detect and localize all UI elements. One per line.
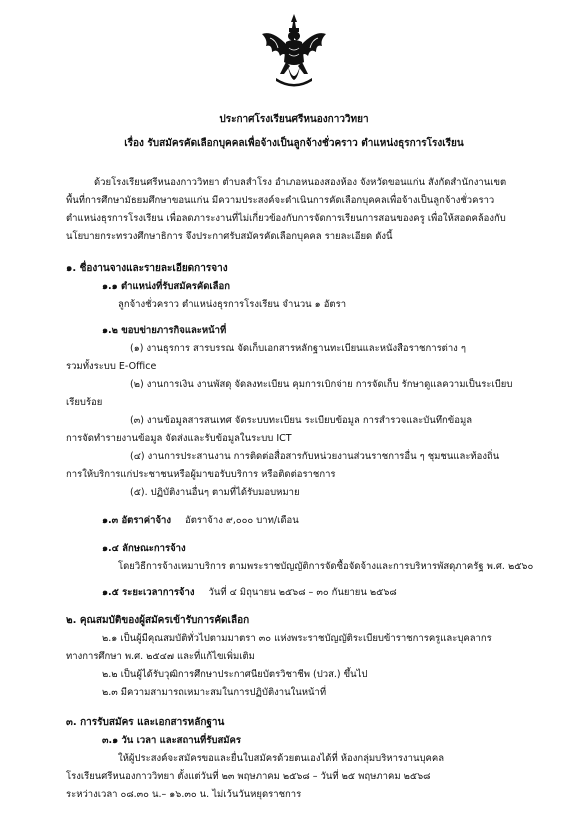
section-1-4-text: โดยวิธีการจ้างเหมาบริการ ตามพระราชบัญญัติการจัดซื้อจัดจ้างและการบริหารพัสดุภาครัฐ พ.ศ. ๒๕๖๐ — [118, 561, 534, 572]
section-1-heading: ๑. ชื่องานจางและรายละเอียดการจาง — [66, 263, 228, 274]
section-1-5-heading: ๑.๕ ระยะเวลาการจ้าง — [102, 587, 195, 598]
intro-line: นโยบายกระทรวงศึกษาธิการ จึงประกาศรับสมัครคัดเลือกบุคคล รายละเอียด ดังนี้ — [66, 231, 393, 242]
section-1-1-heading: ๑.๑ ตำแหน่งที่รับสมัครคัดเลือก — [102, 281, 230, 292]
qualification-line: ๒.๒ เป็นผู้ได้รับวุฒิการศึกษาประกาศนียบัตรวิชาชีพ (ปวส.) ขึ้นไป — [102, 669, 368, 680]
announcement-subject: เรื่อง รับสมัครคัดเลือกบุคคลเพื่อจ้างเป็นลูกจ้างชั่วคราว ตำแหน่งธุรการโรงเรียน — [124, 138, 464, 149]
duty-line: (๑) งานธุรการ สารบรรณ จัดเก็บเอกสารหลักฐานทะเบียนและหนังสือราชการต่าง ๆ — [130, 343, 466, 354]
section-1-3-heading: ๑.๓ อัตราค่าจ้าง — [102, 515, 171, 526]
section-2-heading: ๒. คุณสมบัติของผู้สมัครเข้ารับการคัดเลือก — [66, 615, 250, 626]
section-1-1-text: ลูกจ้างชั่วคราว ตำแหน่งธุรการโรงเรียน จำนวน ๑ อัตรา — [118, 299, 347, 310]
section-1-3-text: อัตราจ้าง ๙,๐๐๐ บาท/เดือน — [184, 515, 299, 526]
section-1-5-text: วันที่ ๔ มิถุนายน ๒๕๖๘ – ๓๐ กันยายน ๒๕๖๘ — [208, 587, 397, 598]
section-1-4-heading: ๑.๔ ลักษณะการจ้าง — [102, 543, 186, 554]
qualification-line: ทางการศึกษา พ.ศ. ๒๕๔๗ และที่แก้ไขเพิ่มเติม — [66, 651, 255, 662]
application-line: ให้ผู้ประสงค์จะสมัครขอและยื่นใบสมัครด้วยตนเองได้ที่ ห้องกลุ่มบริหารงานบุคคล — [118, 753, 445, 764]
duty-line: รวมทั้งระบบ E-Office — [66, 361, 157, 372]
duty-line: (๕). ปฏิบัติงานอื่นๆ ตามที่ได้รับมอบหมาย — [130, 487, 300, 498]
intro-line: พื้นที่การศึกษามัธยมศึกษาขอนแก่น มีความประสงค์จะดำเนินการคัดเลือกบุคคลเพื่อจ้างเป็นลูกจ้างชั่วคราว — [66, 195, 495, 206]
announcement-title: ประกาศโรงเรียนศรีหนองกาววิทยา — [219, 114, 369, 125]
duty-line: (๔) งานการประสานงาน การติดต่อสื่อสารกับหน่วยงานส่วนราชการอื่น ๆ ชุมชนและท้องถิ่น — [130, 451, 500, 462]
qualification-line: ๒.๓ มีความสามารถเหมาะสมในการปฏิบัติงานในหน้าที่ — [102, 687, 327, 698]
application-line: โรงเรียนศรีหนองกาววิทยา ตั้งแต่วันที่ ๒๓ พฤษภาคม ๒๕๖๘ – วันที่ ๒๕ พฤษภาคม ๒๕๖๘ — [66, 771, 431, 782]
section-3-heading: ๓. การรับสมัคร และเอกสารหลักฐาน — [66, 717, 225, 728]
intro-line: ด้วยโรงเรียนศรีหนองกาววิทยา ตำบลสำโรง อำเภอหนองสองห้อง จังหวัดขอนแก่น สังกัดสำนักงานเขต — [94, 177, 507, 188]
section-1-5-row — [102, 586, 397, 600]
duty-line: เรียบร้อย — [66, 397, 103, 408]
garuda-emblem-icon — [258, 12, 330, 90]
intro-line: ตำแหน่งธุรการโรงเรียน เพื่อลดภาระงานที่ไม่เกี่ยวข้องกับการจัดการเรียนการสอนของครู เพื่อให้สอดคล้องกับ — [66, 213, 506, 224]
duty-line: การให้บริการแก่ประชาชนหรือผู้มาขอรับบริการ หรือติดต่อราชการ — [66, 469, 336, 480]
duty-line: การจัดทำรายงานข้อมูล จัดส่งและรับข้อมูลในระบบ ICT — [66, 433, 292, 444]
section-3-1-heading: ๓.๑ วัน เวลา และสถานที่รับสมัคร — [102, 735, 241, 746]
section-1-2-heading: ๑.๒ ขอบข่ายภารกิจและหน้าที่ — [102, 325, 227, 336]
qualification-line: ๒.๑ เป็นผู้มีคุณสมบัติทั่วไปตามมาตรา ๓๐ แห่งพระราชบัญญัติระเบียบข้าราชการครูและบุคลากร — [102, 633, 492, 644]
application-line: ระหว่างเวลา ๐๘.๓๐ น.– ๑๖.๓๐ น. ไม่เว้นวันหยุดราชการ — [66, 789, 302, 800]
section-1-3-row — [102, 514, 299, 528]
duty-line: (๒) งานการเงิน งานพัสดุ จัดลงทะเบียน คุมการเบิกจ่าย การจัดเก็บ รักษาดูแลความเป็นระเบียบ — [130, 379, 513, 390]
duty-line: (๓) งานข้อมูลสารสนเทศ จัดระบบทะเบียน ระเบียบข้อมูล การสำรวจและบันทึกข้อมูล — [130, 415, 473, 426]
